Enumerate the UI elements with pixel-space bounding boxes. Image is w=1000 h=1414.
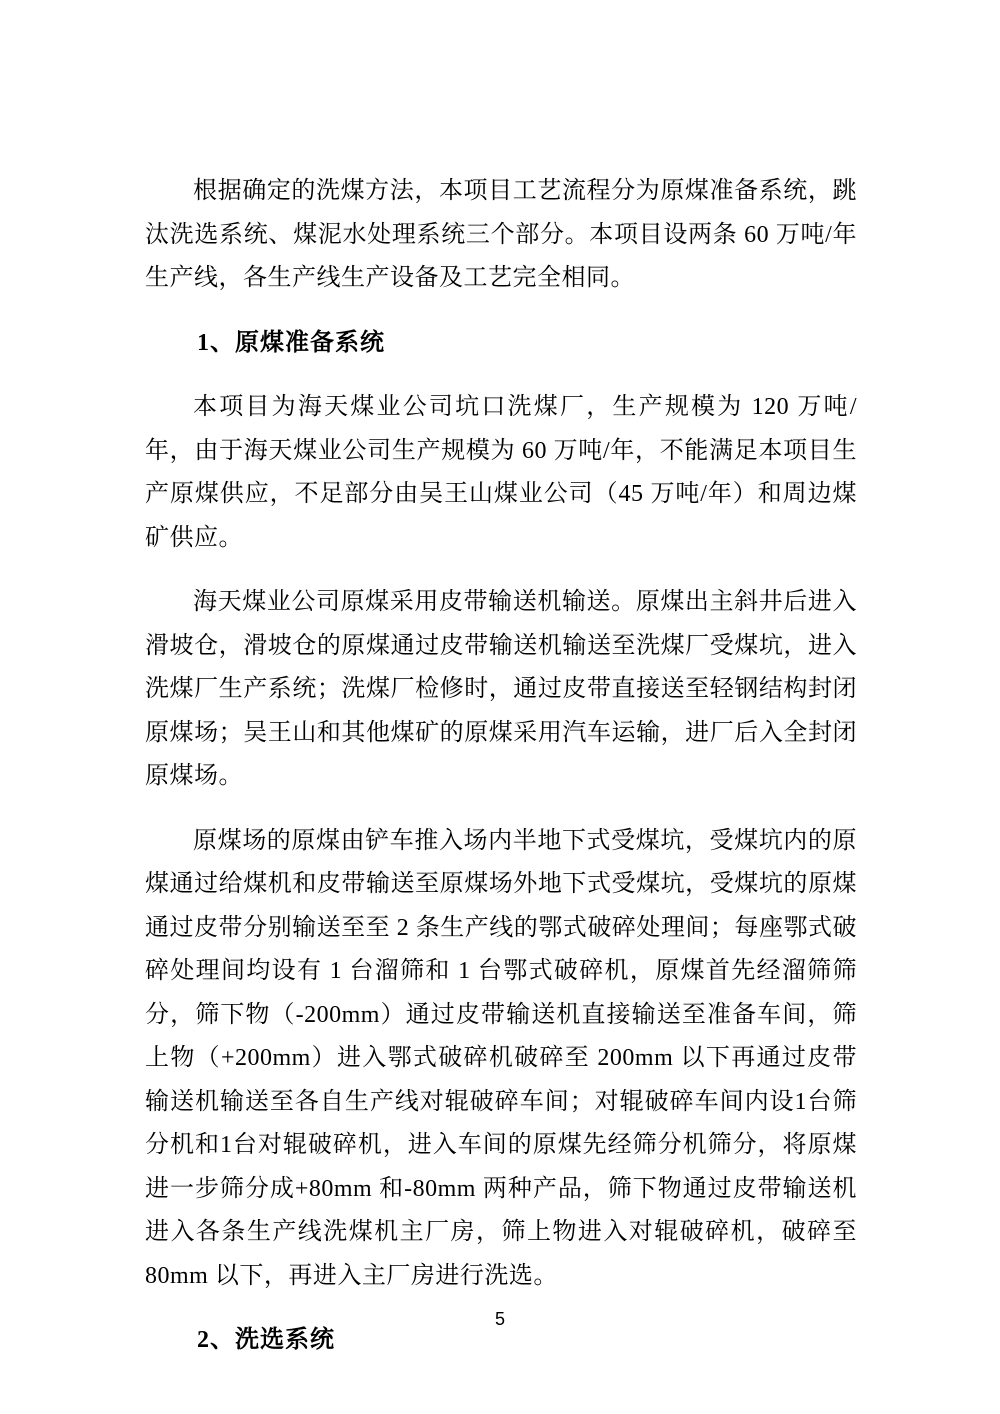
document-body bbox=[145, 170, 857, 1384]
paragraph-raw-coal-transport: 海天煤业公司原煤采用皮带输送机输送。原煤出主斜井后进入滑坡仓，滑坡仓的原煤通过皮带输送机输送至洗煤厂受煤坑，进入洗煤厂生产系统；洗煤厂检修时，通过皮带直接送至轻钢结构封闭原煤场；吴王山和其他煤矿的原煤采用汽车运输，进厂后入全封闭原煤场。 bbox=[145, 589, 857, 789]
paragraph-raw-coal-supply: 本项目为海天煤业公司坑口洗煤厂，生产规模为 120 万吨/年，由于海天煤业公司生产规模为 60 万吨/年，不能满足本项目生产原煤供应，不足部分由吴王山煤业公司（45 万吨/年）和周边煤矿供应。 bbox=[145, 394, 857, 551]
page-number: 5 bbox=[494, 1309, 505, 1329]
heading-raw-coal-preparation-system: 1、原煤准备系统 bbox=[197, 329, 385, 356]
page-footer bbox=[0, 1308, 1000, 1330]
heading-washing-system: 2、洗选系统 bbox=[197, 1327, 335, 1353]
paragraph-raw-coal-crushing-screening: 原煤场的原煤由铲车推入场内半地下式受煤坑，受煤坑内的原煤通过给煤机和皮带输送至原煤场外地下式受煤坑，受煤坑的原煤通过皮带分别输送至至 2 条生产线的鄂式破碎处理间；每座鄂式破碎处理间均设有 1 台溜筛和 1 台鄂式破碎机，原煤首先经溜筛筛分，筛下物（-200mm）通过皮带输送机直接输送至准备车间，筛上物（+200mm）进入鄂式破碎机破碎至 200mm 以下再通过皮带输送机输送至各自生产线对辊破碎车间；对辊破碎车间内设1台筛分机和1台对辊破碎机，进入车间的原煤先经筛分机筛分，将原煤进一步筛分成+80mm 和-80mm 两种产品，筛下物通过皮带输送机进入各条生产线洗煤机主厂房，筛上物进入对辊破碎机，破碎至 80mm 以下，再进入主厂房进行洗选。 bbox=[145, 827, 857, 1289]
paragraph-process-overview: 根据确定的洗煤方法，本项目工艺流程分为原煤准备系统，跳汰洗选系统、煤泥水处理系统三个部分。本项目设两条 60 万吨/年生产线，各生产线生产设备及工艺完全相同。 bbox=[145, 178, 857, 291]
